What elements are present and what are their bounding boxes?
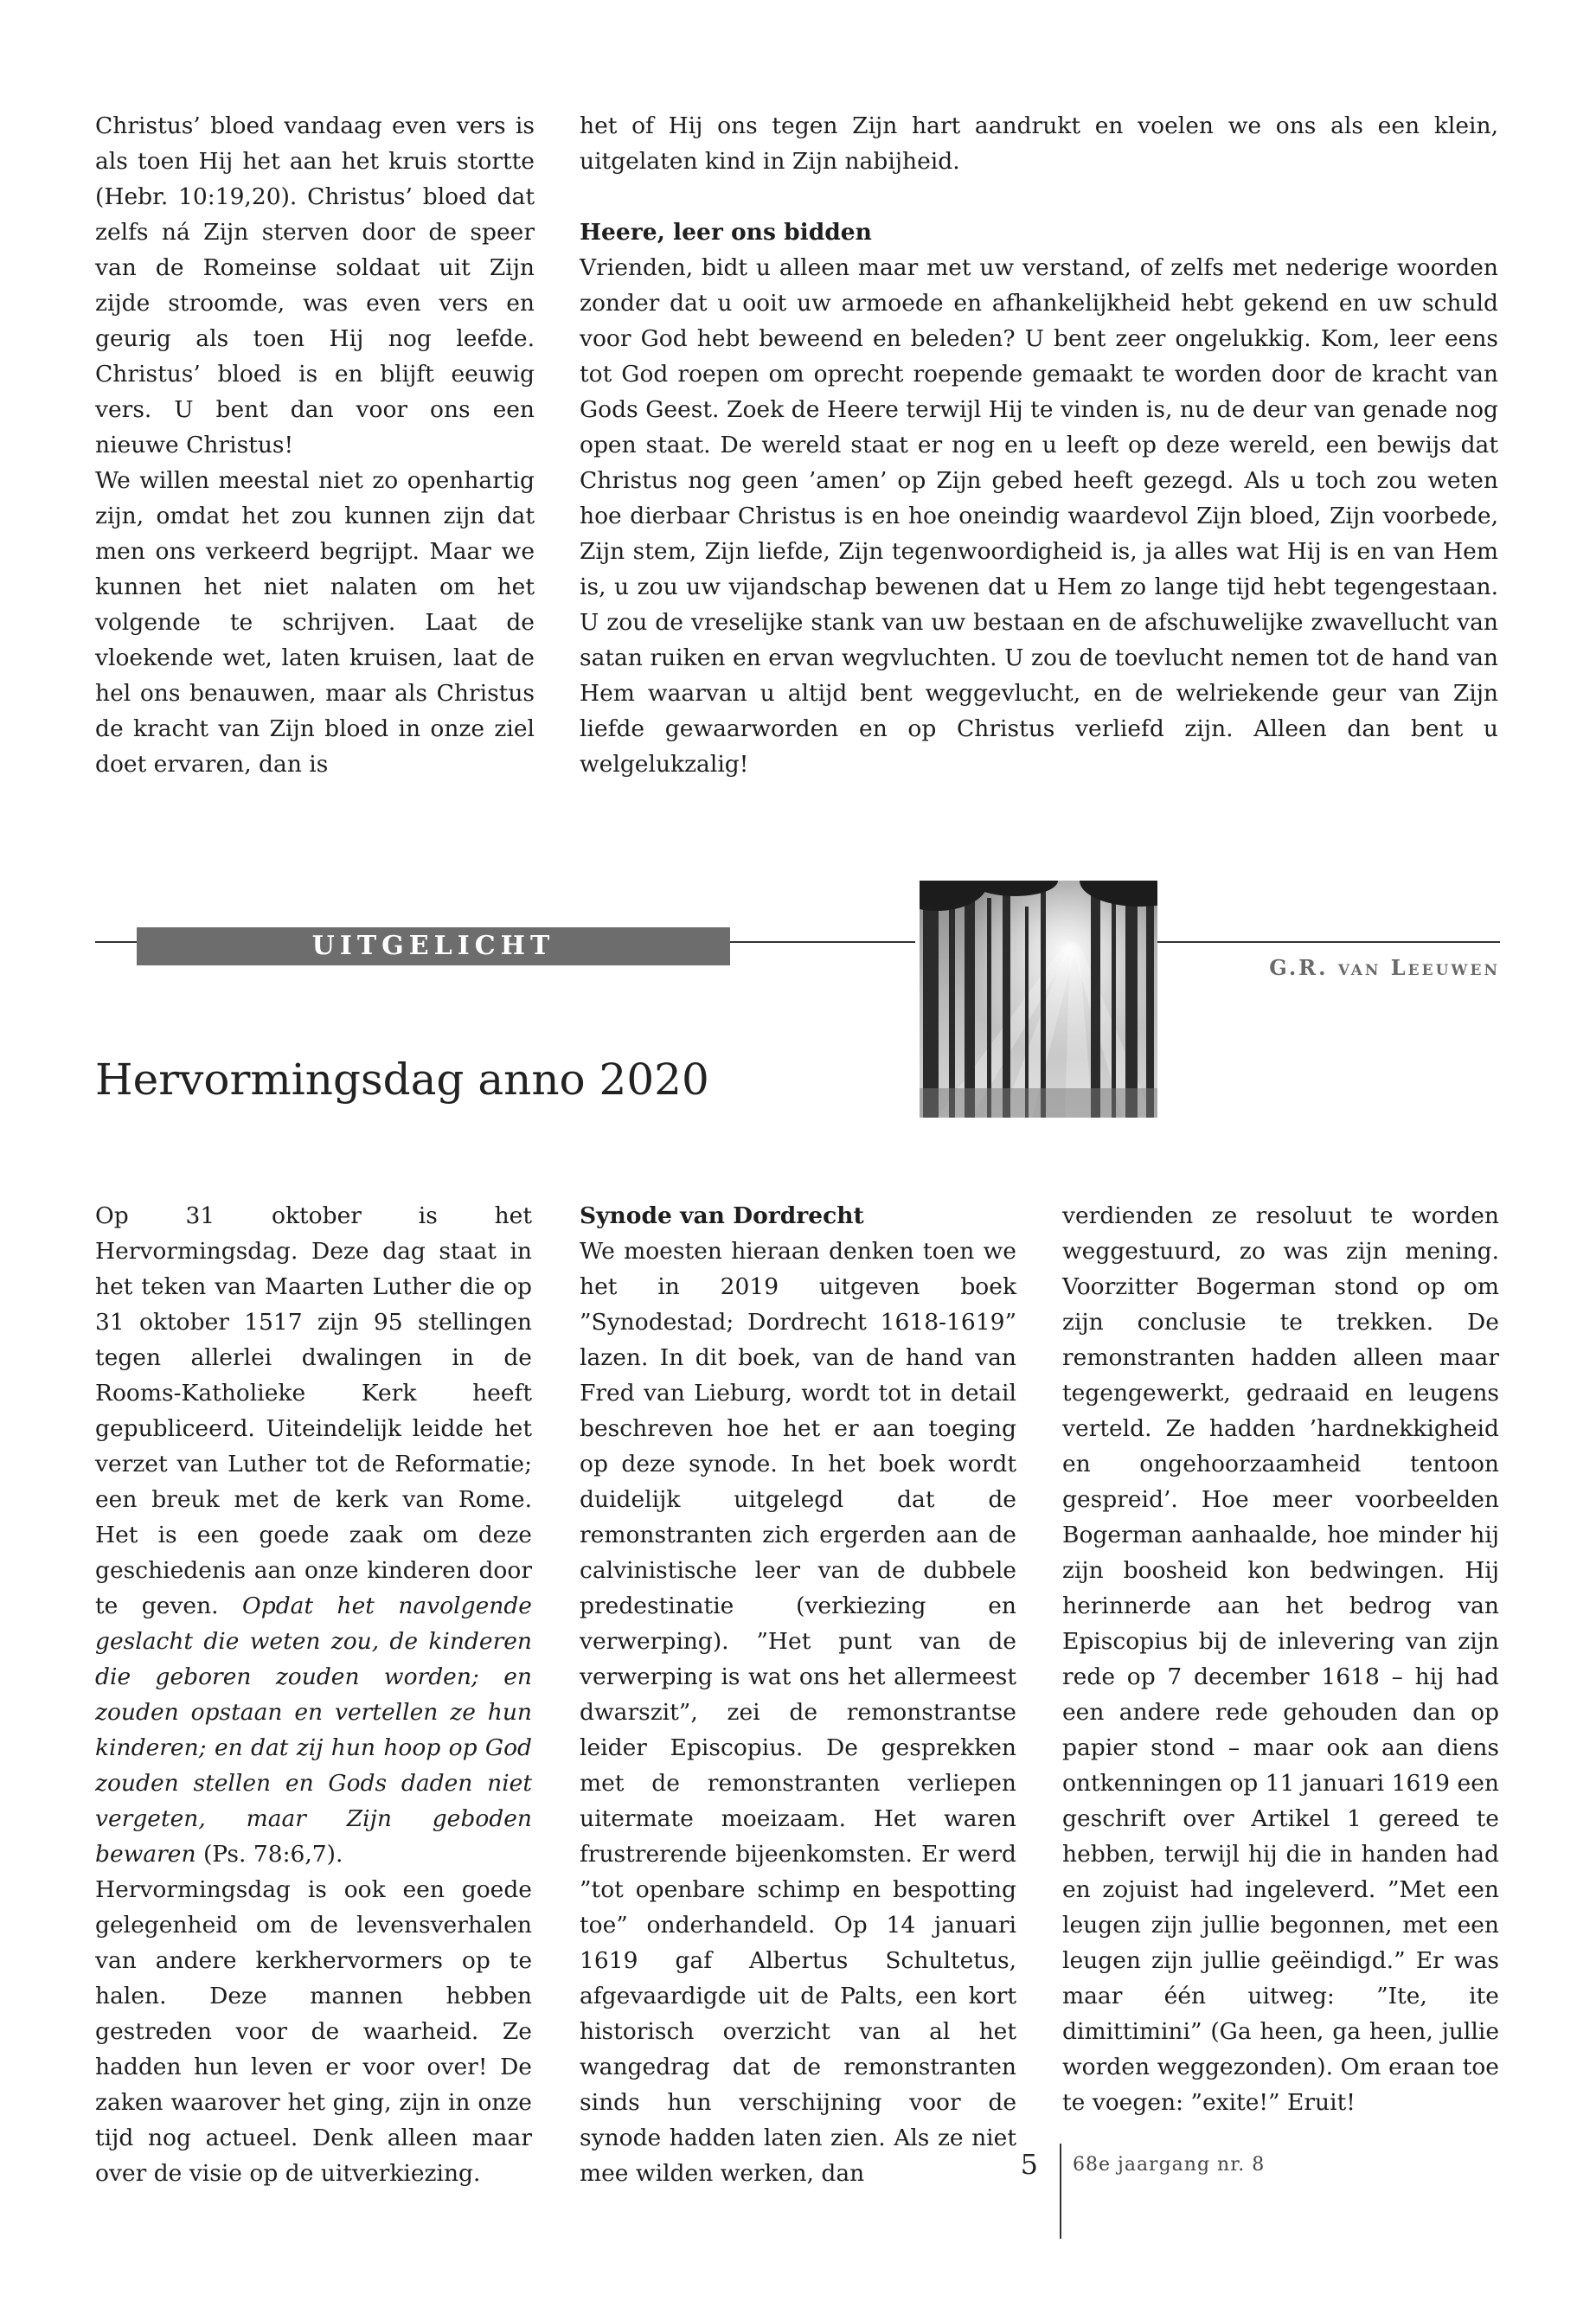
continued-text-left-column [95,108,535,782]
section-subheading: Heere, leer ons bidden [580,219,872,246]
article-column-2 [580,1198,1016,2191]
paragraph: Christus’ bloed vandaag even vers is als toen Hij het aan het kruis stortte (Hebr. 10:19,20). Christus’ bloed dat zelfs ná Zijn sterven door de speer van de Romeinse soldaat uit Zijn zijde stroomde, was even vers en geurig als toen Hij nog leefde. Christus’ bloed is en blijft eeuwig vers. U bent dan voor ons een nieuwe Christus! [95,112,535,458]
continued-text-right-column [580,108,1498,782]
paragraph: We willen meestal niet zo openhartig zijn, omdat het zou kunnen zijn dat men ons verkeerd begrijpt. Maar we kunnen het niet nalaten om het volgende te schrijven. Laat de vloekende wet, laten kruisen, laat de hel ons benauwen, maar als Christus de kracht van Zijn bloed in onze ziel doet ervaren, dan is [95,467,535,778]
paragraph: Hervormingsdag is ook een goede gelegenheid om de levensverhalen van andere kerkhervormers op te halen. Deze mannen hebben gestreden voor de waarheid. Ze hadden hun leven er voor over! De zaken waarover het ging, zijn in onze tijd nog actueel. Denk alleen maar over de visie op de uitverkiezing. [95,1876,532,2187]
paragraph: Vrienden, bidt u alleen maar met uw verstand, of zelfs met nederige woorden zonder dat u ooit uw armoede en afhankelijkheid hebt gekend en uw schuld voor God hebt beweend en beleden? U bent zeer ongelukkig. Kom, leer eens tot God roepen om oprecht roepende gemaakt te worden door de kracht van Gods Geest. Zoek de Heere terwijl Hij te vinden is, nu de deur van genade nog open staat. De wereld staat er nog en u leeft op deze wereld, een bewijs dat Christus nog geen ’amen’ op Zijn gebed heeft gezegd. Als u toch zou weten hoe dierbaar Christus is en hoe oneindig waardevol Zijn bloed, Zijn voorbede, Zijn stem, Zijn liefde, Zijn tegenwoordigheid is, ja alles wat Hij is en van Hem is, u zou uw vijandschap bewenen dat u Hem zo lange tijd hebt tegengestaan. U zou de vreselijke stank van uw bestaan en de afschuwelijke zwavellucht van satan ruiken en ervan wegvluchten. U zou de toevlucht nemen tot de hand van Hem waarvan u altijd bent weggevlucht, en de welriekende geur van Zijn liefde gewaarworden en op Christus verliefd zijn. Alleen dan bent u welgelukzalig! [580,254,1498,778]
forest-sunbeams-photo [920,881,1157,1118]
paragraph [95,1198,532,1872]
header-rule-right [1157,941,1500,943]
category-label: UITGELICHT [311,931,555,961]
section-subheading: Synode van Dordrecht [580,1202,864,1229]
bible-reference: (Ps. 78:6,7). [195,1841,343,1868]
article-title: Hervormingsdag anno 2020 [95,1054,709,1105]
issue-label: 68e jaargang nr. 8 [1073,2154,1266,2176]
paragraph: verdienden ze resoluut te worden weggestuurd, zo was zijn mening. Voorzitter Bogerman stond op om zijn conclusie te trekken. De remonstranten hadden alleen maar tegengewerkt, gedraaid en leugens verteld. Ze hadden ’hardnekkigheid en ongehoorzaamheid tentoon gespreid’. Hoe meer voorbeelden Bogerman aanhaalde, hoe minder hij zijn boosheid kon bedwingen. Hij herinnerde aan het bedrog van Episcopius bij de inlevering van zijn rede op 7 december 1618 – hij had een andere rede gehouden dan op papier stond – maar ook aan diens ontkenningen op 11 januari 1619 een geschrift over Artikel 1 gereed te hebben, terwijl hij die in handen had en zojuist had ingeleverd. ”Met een leugen zijn jullie begonnen, met een leugen zijn jullie geëindigd.” Er was maar één uitweg: ”Ite, ite dimittimini” (Ga heen, ga heen, jullie worden weggezonden). Om eraan toe te voegen: ”exite!” Eruit! [1062,1202,1499,2116]
paragraph: We moesten hieraan denken toen we het in 2019 uitgeven boek ”Synodestad; Dordrecht 1618-1619” lazen. In dit boek, van de hand van Fred van Lieburg, wordt tot in detail beschreven hoe het er aan toeging op deze synode. In het boek wordt duidelijk uitgelegd dat de remonstranten zich ergerden aan de calvinistische leer van de dubbele predestinatie (verkiezing en verwerping). ”Het punt van de verwerping is wat ons het allermeest dwarszit”, zei de remonstrantse leider Episcopius. De gesprekken met de remonstranten verliepen uitermate moeizaam. Het waren frustrerende bijeenkomsten. Er werd ”tot openbare schimp en bespotting toe” onderhandeld. Op 14 januari 1619 gaf Albertus Schultetus, afgevaardigde uit de Palts, een kort historisch overzicht van al het wangedrag dat de remonstranten sinds hun verschijning voor de synode hadden laten zien. Als ze niet mee wilden werken, dan [580,1238,1016,2187]
paragraph: het of Hij ons tegen Zijn hart aandrukt en voelen we ons als een klein, uitgelaten kind in Zijn nabijheid. [580,112,1498,175]
footer-divider [1060,2144,1061,2239]
paragraph-text: Op 31 oktober is het Hervormingsdag. Deze dag staat in het teken van Maarten Luther die op 31 oktober 1517 zijn 95 stellingen tegen allerlei dwalingen in de Rooms-Katholieke Kerk heeft gepubliceerd. Uiteindelijk leidde het verzet van Luther tot de Reformatie; een breuk met de kerk van Rome. Het is een goede zaak om deze geschiedenis aan onze kinderen door te geven. [95,1202,532,1619]
page-number: 5 [1020,2148,1038,2181]
article-column-1 [95,1198,532,2191]
author-byline: G.R. van Leeuwen [1269,955,1500,980]
category-banner [137,927,730,965]
article-column-3 [1062,1198,1499,2120]
bible-quote: Opdat het navolgende geslacht die weten zou, de kinderen die geboren zouden worden; en zouden opstaan en vertellen ze hun kinderen; en dat zij hun hoop op God zouden stellen en Gods daden niet vergeten, maar Zijn geboden bewaren [95,1593,532,1868]
